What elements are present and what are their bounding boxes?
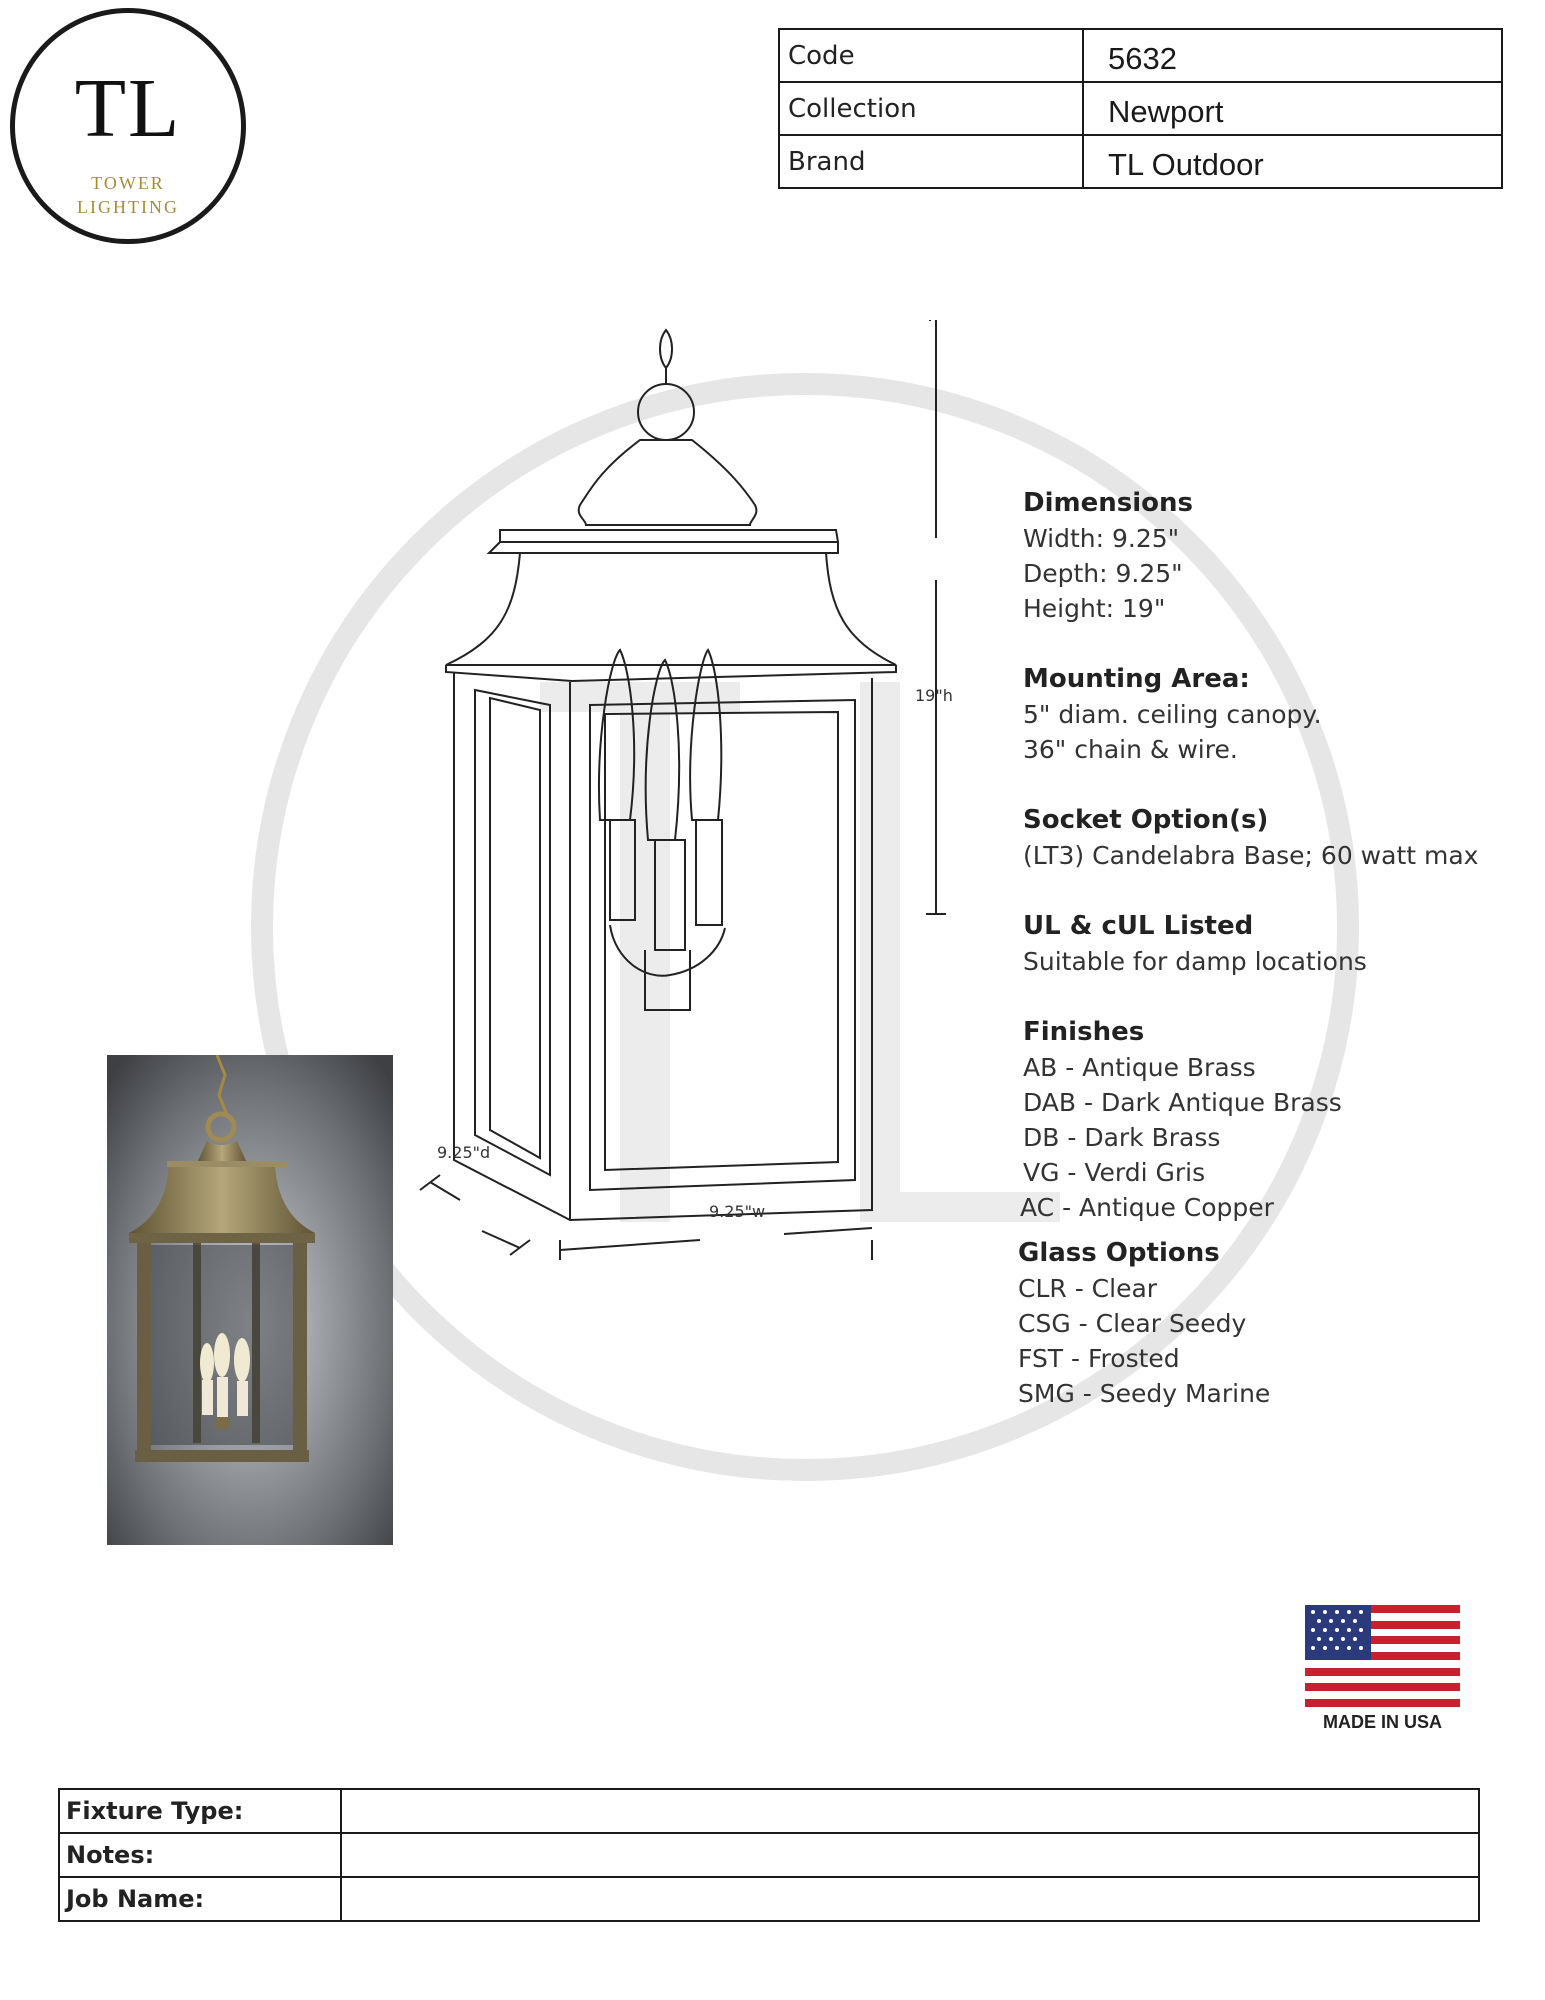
spec-line: Height: 19" [1023,594,1166,623]
spec-heading: Mounting Area: [1023,664,1250,694]
listing-group [1023,908,1503,979]
specifications [1018,485,1503,1411]
spec-heading: Dimensions [1023,488,1193,518]
spec-line: CSG - Clear Seedy [1018,1309,1247,1338]
fixture-form-table [58,1788,1480,1922]
spec-line: 5" diam. ceiling canopy. [1023,700,1322,729]
form-row-fixture-type [59,1789,1479,1833]
info-label: Collection [779,82,1083,135]
product-photo [107,1055,393,1545]
tower-lighting-logo [10,8,246,244]
spec-line: Depth: 9.25" [1023,559,1183,588]
chain-link [660,330,672,368]
lantern-body [454,672,872,1220]
info-label: Brand [779,135,1083,188]
form-label: Fixture Type: [59,1789,341,1833]
info-row-code [779,29,1502,82]
info-row-collection [779,82,1502,135]
finishes-group [1020,1014,1503,1225]
info-value: TL Outdoor [1083,135,1502,188]
roof-flare [446,553,896,665]
hanging-ring [638,384,694,440]
us-flag-icon [1305,1605,1460,1707]
spec-heading: UL & cUL Listed [1023,911,1254,941]
job-name-field[interactable] [341,1877,1479,1921]
spec-heading: Socket Option(s) [1023,805,1269,835]
spec-line: Width: 9.25" [1023,524,1180,553]
mounting-group [1023,661,1503,767]
logo-line-2: LIGHTING [77,197,179,217]
info-value: 5632 [1083,29,1502,82]
spec-line: VG - Verdi Gris [1023,1158,1206,1187]
info-label: Code [779,29,1083,82]
spec-line: 36" chain & wire. [1023,735,1238,764]
spec-line: (LT3) Candelabra Base; 60 watt max [1023,841,1479,870]
height-dimension-label: 19"h [915,686,953,705]
spec-line: AC - Antique Copper [1020,1193,1274,1222]
info-value: Newport [1083,82,1502,135]
dimensions-group [1023,485,1503,626]
spec-line: SMG - Seedy Marine [1018,1379,1271,1408]
spec-line: DAB - Dark Antique Brass [1023,1088,1342,1117]
spec-line: DB - Dark Brass [1023,1123,1221,1152]
width-dimension-label: 9.25"w [709,1202,766,1221]
form-label: Job Name: [59,1877,341,1921]
notes-field[interactable] [341,1833,1479,1877]
glass-group [1018,1235,1503,1411]
form-row-job-name [59,1877,1479,1921]
product-info-table [778,28,1503,189]
lantern-line-drawing [400,320,1000,1260]
candle-flame [646,660,679,840]
depth-dimension-label: 9.25"d [437,1143,491,1162]
logo-line-1: TOWER [91,173,165,193]
top-cap [579,440,757,525]
fixture-type-field[interactable] [341,1789,1479,1833]
spec-line: CLR - Clear [1018,1274,1158,1303]
form-row-notes [59,1833,1479,1877]
logo-mark: TL [74,62,182,155]
spec-line: FST - Frosted [1018,1344,1180,1373]
spec-heading: Finishes [1023,1017,1145,1047]
socket-group [1023,802,1503,873]
spec-line: Suitable for damp locations [1023,947,1367,976]
info-row-brand [779,135,1502,188]
spec-heading: Glass Options [1018,1238,1220,1268]
form-label: Notes: [59,1833,341,1877]
candle-flame [690,650,721,820]
spec-line: AB - Antique Brass [1023,1053,1256,1082]
made-in-usa-label: MADE IN USA [1322,1712,1442,1732]
